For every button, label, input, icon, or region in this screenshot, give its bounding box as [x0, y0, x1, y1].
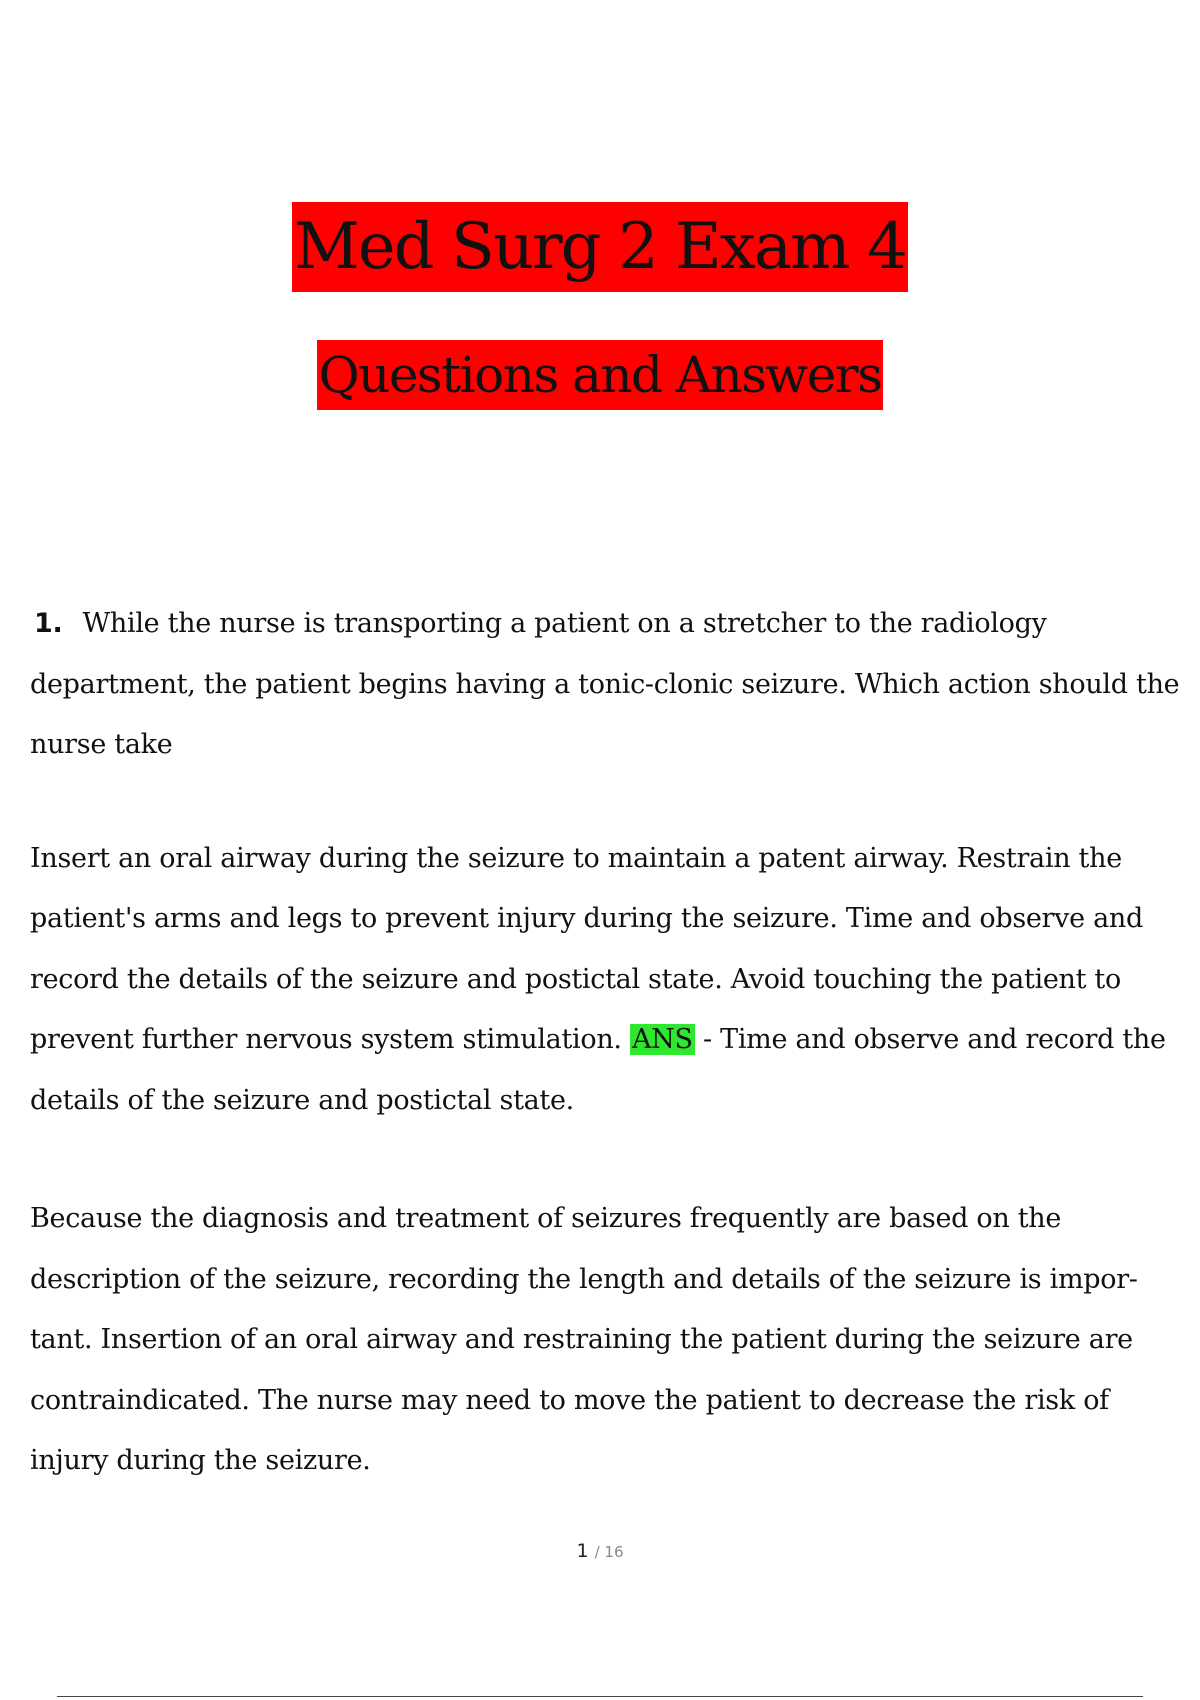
rationale-paragraph: Because the diagnosis and treatment of seizures frequently are based on the description of the seizure, recording the length and details of the seizure is impor- tant. Insertion of an oral airway and restraining the patient during the seizure are contraindicated. The nurse may need to move the patient to decrease the risk of injury during the seizure.	[30, 1203, 1138, 1476]
page-divider	[57, 1696, 1143, 1697]
answer-paragraph	[30, 829, 1180, 1132]
answer-options-text: Insert an oral airway during the seizure to maintain a patent airway. Restrain the patient's arms and legs to prevent injury during the seizure. Time and observe and record the details of the seizure and postictal state. Avoid touching the patient to prevent further nervous system stimulation.	[30, 842, 1143, 1055]
page-current: 1	[576, 1540, 589, 1562]
question-number: 1.	[34, 608, 63, 639]
answer-text: - Time and observe and record the details of the seizure and postictal state.	[30, 1024, 1166, 1116]
page-indicator	[0, 1540, 1200, 1562]
question-content	[30, 594, 1180, 1492]
document-title-wrapper	[0, 202, 1200, 292]
question-paragraph	[30, 594, 1180, 776]
document-title: Med Surg 2 Exam 4	[292, 202, 907, 292]
document-subtitle: Questions and Answers	[317, 340, 884, 410]
document-subtitle-wrapper	[0, 340, 1200, 410]
page-total: / 16	[594, 1543, 624, 1561]
answer-label-highlight: ANS	[631, 1024, 693, 1055]
question-text: While the nurse is transporting a patient on a stretcher to the radiology department, the patient begins having a tonic-clonic seizure. Which action should the nurse take	[30, 608, 1180, 760]
